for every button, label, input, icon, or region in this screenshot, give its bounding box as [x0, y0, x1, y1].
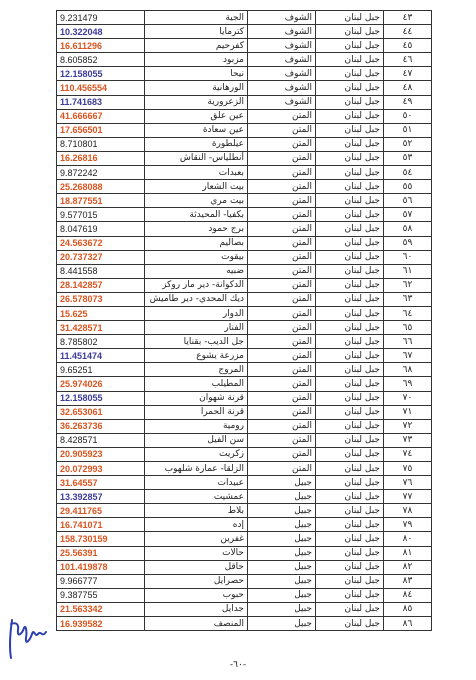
row-number-cell: ٦٨ — [384, 363, 432, 377]
value-cell: 29.411765 — [57, 504, 145, 518]
row-number-cell: ٨٤ — [384, 588, 432, 602]
governorate-cell: جبل لبنان — [316, 377, 384, 391]
governorate-cell: جبل لبنان — [316, 306, 384, 320]
governorate-cell: جبل لبنان — [316, 617, 384, 631]
district-cell: المتن — [248, 391, 316, 405]
district-cell: المتن — [248, 349, 316, 363]
row-number-cell: ٦٣ — [384, 292, 432, 306]
row-number-cell: ٦٠ — [384, 250, 432, 264]
row-number-cell: ٦٢ — [384, 278, 432, 292]
district-cell: الشوف — [248, 25, 316, 39]
table-row — [57, 588, 432, 602]
signature-icon — [4, 612, 52, 662]
value-cell: 16.741071 — [57, 518, 145, 532]
page-number: -٦٠- — [229, 660, 247, 670]
town-cell: رومية — [145, 419, 248, 433]
row-number-cell: ٧٣ — [384, 433, 432, 447]
district-cell: المتن — [248, 377, 316, 391]
table-row — [57, 264, 432, 278]
governorate-cell: جبل لبنان — [316, 602, 384, 616]
district-cell: المتن — [248, 250, 316, 264]
town-cell: بيقوت — [145, 250, 248, 264]
district-cell: المتن — [248, 321, 316, 335]
town-cell: الورهانية — [145, 81, 248, 95]
value-cell: 16.26816 — [57, 151, 145, 165]
governorate-cell: جبل لبنان — [316, 462, 384, 476]
row-number-cell: ٤٤ — [384, 25, 432, 39]
value-cell: 9.387755 — [57, 588, 145, 602]
town-cell: الدكوانة- دير مار روكز — [145, 278, 248, 292]
town-cell: عبيدات — [145, 476, 248, 490]
town-cell: سن الفيل — [145, 433, 248, 447]
district-cell: جبيل — [248, 574, 316, 588]
district-cell: جبيل — [248, 532, 316, 546]
town-cell: إده — [145, 518, 248, 532]
row-number-cell: ٥٩ — [384, 236, 432, 250]
governorate-cell: جبل لبنان — [316, 53, 384, 67]
governorate-cell: جبل لبنان — [316, 67, 384, 81]
value-cell: 8.605852 — [57, 53, 145, 67]
table-row — [57, 532, 432, 546]
table-row — [57, 137, 432, 151]
district-cell: الشوف — [248, 11, 316, 25]
governorate-cell: جبل لبنان — [316, 222, 384, 236]
table-row — [57, 166, 432, 180]
value-cell: 32.653061 — [57, 405, 145, 419]
value-cell: 36.263736 — [57, 419, 145, 433]
governorate-cell: جبل لبنان — [316, 560, 384, 574]
table-row — [57, 504, 432, 518]
value-cell: 31.64557 — [57, 476, 145, 490]
row-number-cell: ٧١ — [384, 405, 432, 419]
table-row — [57, 208, 432, 222]
table-row — [57, 476, 432, 490]
table-row — [57, 321, 432, 335]
row-number-cell: ٥١ — [384, 123, 432, 137]
table-row — [57, 109, 432, 123]
town-cell: الفنار — [145, 321, 248, 335]
town-cell: برج حمود — [145, 222, 248, 236]
value-cell: 24.563672 — [57, 236, 145, 250]
governorate-cell: جبل لبنان — [316, 546, 384, 560]
district-cell: المتن — [248, 264, 316, 278]
row-number-cell: ٨٠ — [384, 532, 432, 546]
table-row — [57, 602, 432, 616]
governorate-cell: جبل لبنان — [316, 137, 384, 151]
governorate-cell: جبل لبنان — [316, 236, 384, 250]
table-row — [57, 67, 432, 81]
governorate-cell: جبل لبنان — [316, 574, 384, 588]
table-row — [57, 151, 432, 165]
row-number-cell: ٤٣ — [384, 11, 432, 25]
row-number-cell: ٥٥ — [384, 180, 432, 194]
town-cell: الدوار — [145, 306, 248, 320]
value-cell: 8.785802 — [57, 335, 145, 349]
value-cell: 11.451474 — [57, 349, 145, 363]
town-cell: ديك المحدي- دير طاميش — [145, 292, 248, 306]
row-number-cell: ٦٦ — [384, 335, 432, 349]
row-number-cell: ٦١ — [384, 264, 432, 278]
district-cell: جبيل — [248, 602, 316, 616]
district-cell: جبيل — [248, 476, 316, 490]
data-table — [56, 10, 432, 631]
table-row — [57, 617, 432, 631]
table-row — [57, 306, 432, 320]
governorate-cell: جبل لبنان — [316, 292, 384, 306]
district-cell: المتن — [248, 236, 316, 250]
district-cell: المتن — [248, 180, 316, 194]
town-cell: غفرين — [145, 532, 248, 546]
governorate-cell: جبل لبنان — [316, 123, 384, 137]
value-cell: 9.231479 — [57, 11, 145, 25]
town-cell: كترمايا — [145, 25, 248, 39]
governorate-cell: جبل لبنان — [316, 166, 384, 180]
governorate-cell: جبل لبنان — [316, 194, 384, 208]
value-cell: 9.966777 — [57, 574, 145, 588]
data-table-body — [57, 11, 432, 631]
district-cell: الشوف — [248, 95, 316, 109]
governorate-cell: جبل لبنان — [316, 278, 384, 292]
value-cell: 9.872242 — [57, 166, 145, 180]
table-row — [57, 180, 432, 194]
governorate-cell: جبل لبنان — [316, 321, 384, 335]
value-cell: 8.710801 — [57, 137, 145, 151]
town-cell: بلاط — [145, 504, 248, 518]
table-row — [57, 123, 432, 137]
town-cell: الزلقا- عمارة شلهوب — [145, 462, 248, 476]
value-cell: 16.939582 — [57, 617, 145, 631]
governorate-cell: جبل لبنان — [316, 180, 384, 194]
town-cell: عيلطورة — [145, 137, 248, 151]
row-number-cell: ٧٥ — [384, 462, 432, 476]
town-cell: بيت مري — [145, 194, 248, 208]
table-row — [57, 292, 432, 306]
value-cell: 158.730159 — [57, 532, 145, 546]
table-row — [57, 278, 432, 292]
row-number-cell: ٦٧ — [384, 349, 432, 363]
row-number-cell: ٨١ — [384, 546, 432, 560]
town-cell: زكريت — [145, 447, 248, 461]
governorate-cell: جبل لبنان — [316, 39, 384, 53]
row-number-cell: ٤٨ — [384, 81, 432, 95]
row-number-cell: ٧٢ — [384, 419, 432, 433]
table-row — [57, 363, 432, 377]
governorate-cell: جبل لبنان — [316, 518, 384, 532]
table-row — [57, 546, 432, 560]
value-cell: 8.047619 — [57, 222, 145, 236]
town-cell: مزبود — [145, 53, 248, 67]
town-cell: المنصف — [145, 617, 248, 631]
row-number-cell: ٨٣ — [384, 574, 432, 588]
town-cell: ضبيه — [145, 264, 248, 278]
value-cell: 10.322048 — [57, 25, 145, 39]
district-cell: المتن — [248, 222, 316, 236]
table-row — [57, 518, 432, 532]
town-cell: عين علق — [145, 109, 248, 123]
table-row — [57, 95, 432, 109]
town-cell: المروج — [145, 363, 248, 377]
town-cell: المطيلب — [145, 377, 248, 391]
district-cell: المتن — [248, 208, 316, 222]
value-cell: 110.456554 — [57, 81, 145, 95]
table-row — [57, 194, 432, 208]
governorate-cell: جبل لبنان — [316, 447, 384, 461]
town-cell: بعبدات — [145, 166, 248, 180]
district-cell: المتن — [248, 137, 316, 151]
governorate-cell: جبل لبنان — [316, 363, 384, 377]
value-cell: 26.578073 — [57, 292, 145, 306]
governorate-cell: جبل لبنان — [316, 391, 384, 405]
table-row — [57, 39, 432, 53]
row-number-cell: ٥٠ — [384, 109, 432, 123]
row-number-cell: ٥٤ — [384, 166, 432, 180]
table-row — [57, 349, 432, 363]
town-cell: كفرحيم — [145, 39, 248, 53]
row-number-cell: ٧٧ — [384, 490, 432, 504]
governorate-cell: جبل لبنان — [316, 250, 384, 264]
town-cell: مزرعة يشوع — [145, 349, 248, 363]
value-cell: 17.656501 — [57, 123, 145, 137]
district-cell: المتن — [248, 292, 316, 306]
table-row — [57, 81, 432, 95]
row-number-cell: ٨٢ — [384, 560, 432, 574]
value-cell: 18.877551 — [57, 194, 145, 208]
table-row — [57, 222, 432, 236]
row-number-cell: ٧٨ — [384, 504, 432, 518]
governorate-cell: جبل لبنان — [316, 476, 384, 490]
value-cell: 41.666667 — [57, 109, 145, 123]
table-row — [57, 462, 432, 476]
town-cell: جدايل — [145, 602, 248, 616]
value-cell: 8.428571 — [57, 433, 145, 447]
district-cell: المتن — [248, 335, 316, 349]
governorate-cell: جبل لبنان — [316, 11, 384, 25]
value-cell: 21.563342 — [57, 602, 145, 616]
table-row — [57, 236, 432, 250]
district-cell: الشوف — [248, 67, 316, 81]
table-row — [57, 53, 432, 67]
row-number-cell: ٦٤ — [384, 306, 432, 320]
governorate-cell: جبل لبنان — [316, 419, 384, 433]
town-cell: نيحا — [145, 67, 248, 81]
governorate-cell: جبل لبنان — [316, 433, 384, 447]
table-row — [57, 433, 432, 447]
row-number-cell: ٥٧ — [384, 208, 432, 222]
row-number-cell: ٧٤ — [384, 447, 432, 461]
district-cell: جبيل — [248, 560, 316, 574]
town-cell: جل الديب- بقنايا — [145, 335, 248, 349]
row-number-cell: ٥٦ — [384, 194, 432, 208]
town-cell: عين سعادة — [145, 123, 248, 137]
value-cell: 15.625 — [57, 306, 145, 320]
district-cell: المتن — [248, 462, 316, 476]
town-cell: عمشيت — [145, 490, 248, 504]
table-row — [57, 391, 432, 405]
governorate-cell: جبل لبنان — [316, 151, 384, 165]
value-cell: 25.268088 — [57, 180, 145, 194]
row-number-cell: ٨٥ — [384, 602, 432, 616]
value-cell: 25.974026 — [57, 377, 145, 391]
governorate-cell: جبل لبنان — [316, 208, 384, 222]
table-row — [57, 377, 432, 391]
table-row — [57, 447, 432, 461]
table-row — [57, 419, 432, 433]
value-cell: 31.428571 — [57, 321, 145, 335]
governorate-cell: جبل لبنان — [316, 264, 384, 278]
district-cell: المتن — [248, 419, 316, 433]
governorate-cell: جبل لبنان — [316, 532, 384, 546]
table-row — [57, 490, 432, 504]
value-cell: 12.158055 — [57, 67, 145, 81]
row-number-cell: ٤٩ — [384, 95, 432, 109]
district-cell: المتن — [248, 405, 316, 419]
table-row — [57, 574, 432, 588]
governorate-cell: جبل لبنان — [316, 588, 384, 602]
town-cell: بصاليم — [145, 236, 248, 250]
governorate-cell: جبل لبنان — [316, 349, 384, 363]
value-cell: 12.158055 — [57, 391, 145, 405]
governorate-cell: جبل لبنان — [316, 405, 384, 419]
value-cell: 11.741683 — [57, 95, 145, 109]
value-cell: 28.142857 — [57, 278, 145, 292]
district-cell: المتن — [248, 151, 316, 165]
row-number-cell: ٥٢ — [384, 137, 432, 151]
district-cell: المتن — [248, 433, 316, 447]
governorate-cell: جبل لبنان — [316, 81, 384, 95]
table-row — [57, 25, 432, 39]
value-cell: 20.072993 — [57, 462, 145, 476]
district-cell: جبيل — [248, 588, 316, 602]
town-cell: حالات — [145, 546, 248, 560]
district-cell: جبيل — [248, 504, 316, 518]
row-number-cell: ٧٦ — [384, 476, 432, 490]
row-number-cell: ٥٣ — [384, 151, 432, 165]
row-number-cell: ٨٦ — [384, 617, 432, 631]
district-cell: المتن — [248, 306, 316, 320]
town-cell: بيت الشعار — [145, 180, 248, 194]
town-cell: حصرايل — [145, 574, 248, 588]
district-cell: المتن — [248, 123, 316, 137]
table-row — [57, 250, 432, 264]
row-number-cell: ٧٠ — [384, 391, 432, 405]
governorate-cell: جبل لبنان — [316, 490, 384, 504]
district-cell: جبيل — [248, 617, 316, 631]
district-cell: الشوف — [248, 53, 316, 67]
district-cell: الشوف — [248, 81, 316, 95]
town-cell: قرنة شهوان — [145, 391, 248, 405]
row-number-cell: ٤٧ — [384, 67, 432, 81]
value-cell: 20.737327 — [57, 250, 145, 264]
town-cell: أنطلياس- النقاش — [145, 151, 248, 165]
town-cell: حاقل — [145, 560, 248, 574]
town-cell: الزعرورية — [145, 95, 248, 109]
district-cell: جبيل — [248, 518, 316, 532]
governorate-cell: جبل لبنان — [316, 335, 384, 349]
governorate-cell: جبل لبنان — [316, 109, 384, 123]
row-number-cell: ٦٩ — [384, 377, 432, 391]
row-number-cell: ٤٥ — [384, 39, 432, 53]
value-cell: 8.441558 — [57, 264, 145, 278]
governorate-cell: جبل لبنان — [316, 504, 384, 518]
district-cell: المتن — [248, 278, 316, 292]
district-cell: المتن — [248, 447, 316, 461]
table-row — [57, 405, 432, 419]
district-cell: جبيل — [248, 546, 316, 560]
district-cell: المتن — [248, 363, 316, 377]
value-cell: 9.577015 — [57, 208, 145, 222]
town-cell: حبوب — [145, 588, 248, 602]
value-cell: 9.65251 — [57, 363, 145, 377]
governorate-cell: جبل لبنان — [316, 95, 384, 109]
district-cell: المتن — [248, 109, 316, 123]
row-number-cell: ٥٨ — [384, 222, 432, 236]
town-cell: قرنة الحمرا — [145, 405, 248, 419]
table-row — [57, 335, 432, 349]
value-cell: 16.611296 — [57, 39, 145, 53]
row-number-cell: ٤٦ — [384, 53, 432, 67]
district-cell: الشوف — [248, 39, 316, 53]
row-number-cell: ٦٥ — [384, 321, 432, 335]
town-cell: بكفيا- المحيدثة — [145, 208, 248, 222]
district-cell: المتن — [248, 194, 316, 208]
row-number-cell: ٧٩ — [384, 518, 432, 532]
district-cell: جبيل — [248, 490, 316, 504]
table-row — [57, 560, 432, 574]
town-cell: الجية — [145, 11, 248, 25]
table-row — [57, 11, 432, 25]
value-cell: 25.56391 — [57, 546, 145, 560]
value-cell: 20.905923 — [57, 447, 145, 461]
district-cell: المتن — [248, 166, 316, 180]
value-cell: 13.392857 — [57, 490, 145, 504]
value-cell: 101.419878 — [57, 560, 145, 574]
governorate-cell: جبل لبنان — [316, 25, 384, 39]
